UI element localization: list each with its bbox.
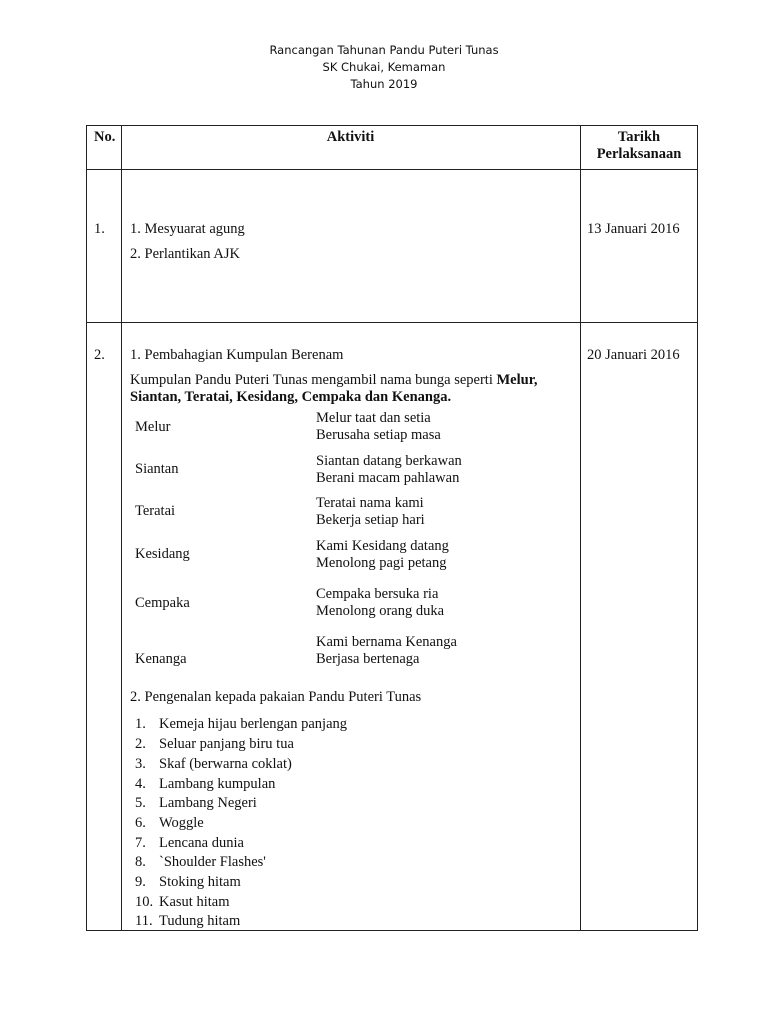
row-number: 2. bbox=[94, 347, 105, 363]
activity-heading: 1. Pembahagian Kumpulan Berenam bbox=[130, 347, 344, 363]
group-name: Teratai bbox=[135, 503, 176, 519]
intro-text bbox=[130, 372, 537, 389]
activity-date: 13 Januari 2016 bbox=[587, 221, 680, 237]
group-motto: Cempaka bersuka ria bbox=[316, 586, 439, 602]
list-item: Stoking hitam bbox=[159, 874, 241, 890]
list-number: 3. bbox=[135, 756, 146, 772]
group-name: Melur bbox=[135, 419, 171, 435]
list-item: Kasut hitam bbox=[159, 894, 230, 910]
column-divider bbox=[580, 126, 581, 930]
group-motto: Melur taat dan setia bbox=[316, 410, 431, 426]
group-motto: Berusaha setiap masa bbox=[316, 427, 441, 443]
column-header-perlaksanaan: Perlaksanaan bbox=[596, 146, 682, 162]
group-motto: Berani macam pahlawan bbox=[316, 470, 460, 486]
list-item: `Shoulder Flashes' bbox=[159, 854, 266, 870]
activity-table bbox=[86, 125, 698, 931]
intro-plain: Kumpulan Pandu Puteri Tunas mengambil nama bunga seperti bbox=[130, 372, 497, 388]
intro-bold: Melur, bbox=[496, 372, 538, 388]
list-item: Tudung hitam bbox=[159, 913, 241, 929]
activity-heading: 2. Pengenalan kepada pakaian Pandu Puteri Tunas bbox=[130, 689, 422, 705]
list-number: 9. bbox=[135, 874, 146, 890]
group-motto: Menolong pagi petang bbox=[316, 555, 447, 571]
group-motto: Bekerja setiap hari bbox=[316, 512, 425, 528]
list-item: Skaf (berwarna coklat) bbox=[159, 756, 292, 772]
list-number: 11. bbox=[135, 913, 153, 929]
intro-bold-line: Siantan, Teratai, Kesidang, Cempaka dan Kenanga. bbox=[130, 389, 452, 405]
group-motto: Kami Kesidang datang bbox=[316, 538, 449, 554]
list-number: 5. bbox=[135, 795, 146, 811]
list-item: Woggle bbox=[159, 815, 204, 831]
row-divider bbox=[87, 322, 697, 323]
list-item: Lambang Negeri bbox=[159, 795, 257, 811]
school-name: SK Chukai, Kemaman bbox=[322, 60, 446, 74]
group-motto: Berjasa bertenaga bbox=[316, 651, 420, 667]
activity-item: 2. Perlantikan AJK bbox=[130, 246, 240, 262]
list-item: Lambang kumpulan bbox=[159, 776, 276, 792]
group-name: Kenanga bbox=[135, 651, 187, 667]
list-item: Kemeja hijau berlengan panjang bbox=[159, 716, 348, 732]
list-number: 2. bbox=[135, 736, 146, 752]
activity-item: 1. Mesyuarat agung bbox=[130, 221, 245, 237]
group-motto: Menolong orang duka bbox=[316, 603, 445, 619]
list-number: 6. bbox=[135, 815, 146, 831]
list-number: 10. bbox=[135, 894, 154, 910]
group-name: Cempaka bbox=[135, 595, 190, 611]
header-divider bbox=[87, 169, 697, 170]
doc-title: Rancangan Tahunan Pandu Puteri Tunas bbox=[269, 43, 499, 57]
list-number: 1. bbox=[135, 716, 146, 732]
list-item: Lencana dunia bbox=[159, 835, 244, 851]
column-header-tarikh: Tarikh bbox=[617, 129, 661, 145]
list-number: 7. bbox=[135, 835, 146, 851]
list-number: 8. bbox=[135, 854, 146, 870]
group-name: Kesidang bbox=[135, 546, 190, 562]
group-name: Siantan bbox=[135, 461, 179, 477]
column-header-no: No. bbox=[94, 129, 116, 145]
activity-date: 20 Januari 2016 bbox=[587, 347, 680, 363]
year: Tahun 2019 bbox=[350, 77, 418, 91]
group-motto: Kami bernama Kenanga bbox=[316, 634, 457, 650]
group-motto: Teratai nama kami bbox=[316, 495, 424, 511]
column-header-aktiviti: Aktiviti bbox=[326, 129, 375, 145]
list-item: Seluar panjang biru tua bbox=[159, 736, 294, 752]
group-motto: Siantan datang berkawan bbox=[316, 453, 462, 469]
column-divider bbox=[121, 126, 122, 930]
list-number: 4. bbox=[135, 776, 146, 792]
row-number: 1. bbox=[94, 221, 105, 237]
